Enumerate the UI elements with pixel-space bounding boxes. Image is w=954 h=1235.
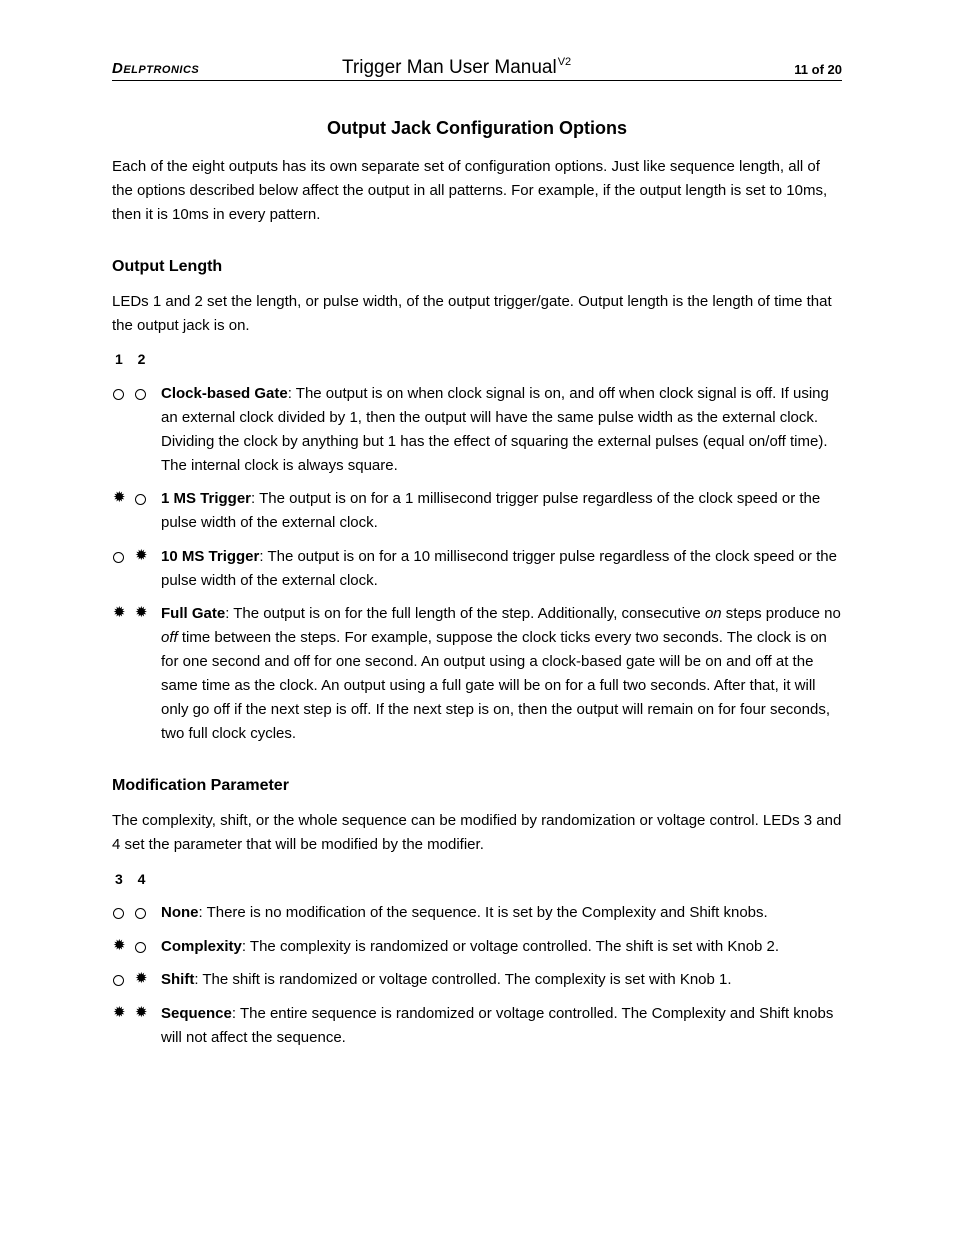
option-text: Complexity: The complexity is randomized or voltage controlled. The shift is set with Knob 2. bbox=[161, 938, 780, 955]
led-on-icon: ✹ bbox=[135, 604, 148, 621]
option-text: Clock-based Gate: The output is on when clock signal is on, and off when clock signal is off. If using an external clock divided by 1, then the output will have the same pulse width as the external clock. Dividing the clock by anything but 1 has the effect of squaring the external pulses (equal on/off time). The internal clock is always square. bbox=[161, 385, 829, 474]
led-header-1-2: 1 2 bbox=[115, 351, 146, 367]
led-header-3-4: 3 4 bbox=[115, 871, 146, 887]
option-text: 1 MS Trigger: The output is on for a 1 millisecond trigger pulse regardless of the clock speed or the pulse width of the external clock. bbox=[161, 490, 821, 531]
led-indicator-pair bbox=[112, 388, 152, 402]
led-on-icon: ✹ bbox=[135, 970, 148, 987]
brand-logo: Delptronics bbox=[112, 60, 200, 77]
led-on-icon: ✹ bbox=[113, 937, 126, 954]
option-text: Shift: The shift is randomized or voltage controlled. The complexity is set with Knob 1. bbox=[161, 971, 732, 988]
led-off-icon bbox=[135, 908, 146, 919]
led-on-icon: ✹ bbox=[113, 489, 126, 506]
modification-heading: Modification Parameter bbox=[112, 777, 289, 794]
led-on-icon: ✹ bbox=[113, 1004, 126, 1021]
option-text: Sequence: The entire sequence is randomized or voltage controlled. The Complexity and Shift knobs will not affect the sequence. bbox=[161, 1005, 834, 1046]
led-off-icon bbox=[113, 552, 124, 563]
led-indicator-pair bbox=[112, 937, 152, 955]
led-off-icon bbox=[113, 908, 124, 919]
output-length-description: LEDs 1 and 2 set the length, or pulse width, of the output trigger/gate. Output length is the length of time that the output jack is on. bbox=[112, 293, 832, 334]
page-number: 11 of 20 bbox=[794, 62, 842, 77]
output-length-heading: Output Length bbox=[112, 258, 223, 275]
document-title: Trigger Man User Manual$^{V2}$ bbox=[342, 56, 572, 78]
led-indicator-pair bbox=[112, 1004, 152, 1022]
option-text: None: There is no modification of the sequence. It is set by the Complexity and Shift knobs. bbox=[161, 904, 768, 921]
led-on-icon: ✹ bbox=[113, 604, 126, 621]
option-text: 10 MS Trigger: The output is on for a 10 millisecond trigger pulse regardless of the clock speed or the pulse width of the external clock. bbox=[161, 548, 837, 589]
led-indicator-pair bbox=[112, 604, 152, 622]
led-off-icon bbox=[135, 389, 146, 400]
led-indicator-pair bbox=[112, 970, 152, 988]
intro-paragraph: Each of the eight outputs has its own separate set of configuration options. Just like sequence length, all of the options described below affect the output in all patterns. For example, if the output length is set to 10ms, then it is 10ms in every pattern. bbox=[112, 158, 828, 223]
modification-description: The complexity, shift, or the whole sequence can be modified by randomization or voltage control. LEDs 3 and 4 set the parameter that will be modified by the modifier. bbox=[112, 812, 842, 853]
led-on-icon: ✹ bbox=[135, 1004, 148, 1021]
led-indicator-pair bbox=[112, 489, 152, 507]
led-off-icon bbox=[135, 942, 146, 953]
led-off-icon bbox=[135, 494, 146, 505]
led-off-icon bbox=[113, 389, 124, 400]
led-off-icon bbox=[113, 975, 124, 986]
page-header bbox=[112, 54, 842, 81]
led-on-icon: ✹ bbox=[135, 547, 148, 564]
led-indicator-pair bbox=[112, 907, 152, 921]
version-superscript: V2 bbox=[557, 56, 572, 68]
section-title: Output Jack Configuration Options bbox=[327, 118, 627, 138]
option-text: Full Gate: The output is on for the full length of the step. Additionally, consecutive on steps produce no off time between the steps. For example, suppose the clock ticks every two seconds. The clock is on for one second and off for one second. An output using a clock-based gate will be on and off at the same time as the clock. An output using a full gate will be on for a full two seconds. After that, it will only go off if the next step is off. If the next step is on, then the output will remain on for four seconds, two full clock cycles. bbox=[161, 605, 841, 742]
led-indicator-pair bbox=[112, 547, 152, 565]
